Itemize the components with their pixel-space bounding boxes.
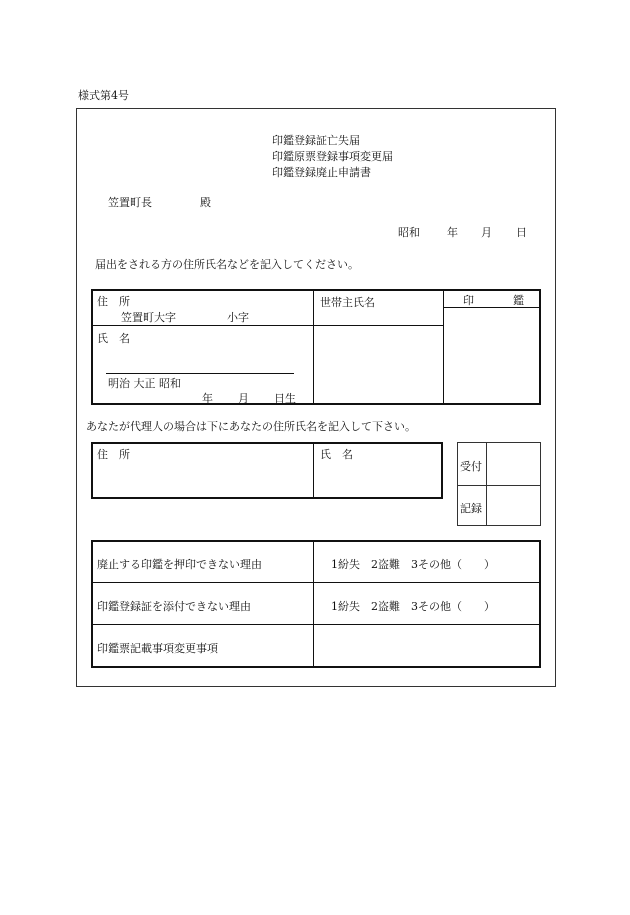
reasons-divider-h1 bbox=[92, 582, 540, 583]
birth-eras: 明治 大正 昭和 bbox=[108, 377, 181, 390]
office-divider-h bbox=[458, 485, 540, 486]
seal-label-2: 鑑 bbox=[513, 294, 524, 307]
date-era: 昭和 bbox=[398, 226, 420, 239]
form-title-3: 印鑑登録廃止申請書 bbox=[272, 166, 371, 179]
office-received: 受付 bbox=[460, 460, 482, 473]
reason-2-options: 1紛失 2盗難 3その他（ ） bbox=[331, 600, 495, 613]
agent-box bbox=[91, 442, 443, 499]
seal-header-line bbox=[443, 307, 540, 308]
applicant-divider-1 bbox=[313, 290, 314, 404]
reason-1-options: 1紛失 2盗難 3その他（ ） bbox=[331, 558, 495, 571]
birth-day: 日生 bbox=[274, 392, 296, 405]
reason-3-label: 印鑑票記載事項変更事項 bbox=[97, 642, 218, 655]
instruction-applicant: 届出をされる方の住所氏名などを記入してください。 bbox=[95, 258, 359, 271]
address-bottom-line bbox=[92, 325, 443, 326]
reason-1-label: 廃止する印鑑を押印できない理由 bbox=[97, 558, 262, 571]
applicant-town: 笠置町大字 bbox=[121, 311, 176, 324]
applicant-name-label: 氏 名 bbox=[97, 332, 130, 345]
office-recorded: 記録 bbox=[460, 502, 482, 515]
agent-address-label: 住 所 bbox=[97, 448, 130, 461]
name-underline bbox=[106, 373, 294, 374]
birth-month: 月 bbox=[238, 392, 249, 405]
agent-divider bbox=[313, 443, 314, 498]
addressee: 笠置町長 bbox=[108, 196, 152, 209]
agent-name-label: 氏 名 bbox=[320, 448, 353, 461]
applicant-address-label: 住 所 bbox=[97, 295, 130, 308]
seal-label-1: 印 bbox=[463, 294, 474, 307]
office-divider-v bbox=[486, 443, 487, 525]
reasons-divider-v bbox=[313, 541, 314, 667]
reasons-divider-h2 bbox=[92, 624, 540, 625]
form-title-1: 印鑑登録証亡失届 bbox=[272, 134, 360, 147]
applicant-koaza: 小字 bbox=[227, 311, 249, 324]
honorific: 殿 bbox=[200, 196, 211, 209]
date-day: 日 bbox=[516, 226, 527, 239]
instruction-agent: あなたが代理人の場合は下にあなたの住所氏名を記入して下さい。 bbox=[86, 420, 416, 433]
date-year: 年 bbox=[447, 226, 458, 239]
form-number: 様式第4号 bbox=[78, 89, 129, 102]
birth-year: 年 bbox=[202, 392, 213, 405]
reason-2-label: 印鑑登録証を添付できない理由 bbox=[97, 600, 251, 613]
form-title-2: 印鑑原票登録事項変更届 bbox=[272, 150, 393, 163]
date-month: 月 bbox=[481, 226, 492, 239]
householder-label: 世帯主氏名 bbox=[320, 296, 375, 309]
